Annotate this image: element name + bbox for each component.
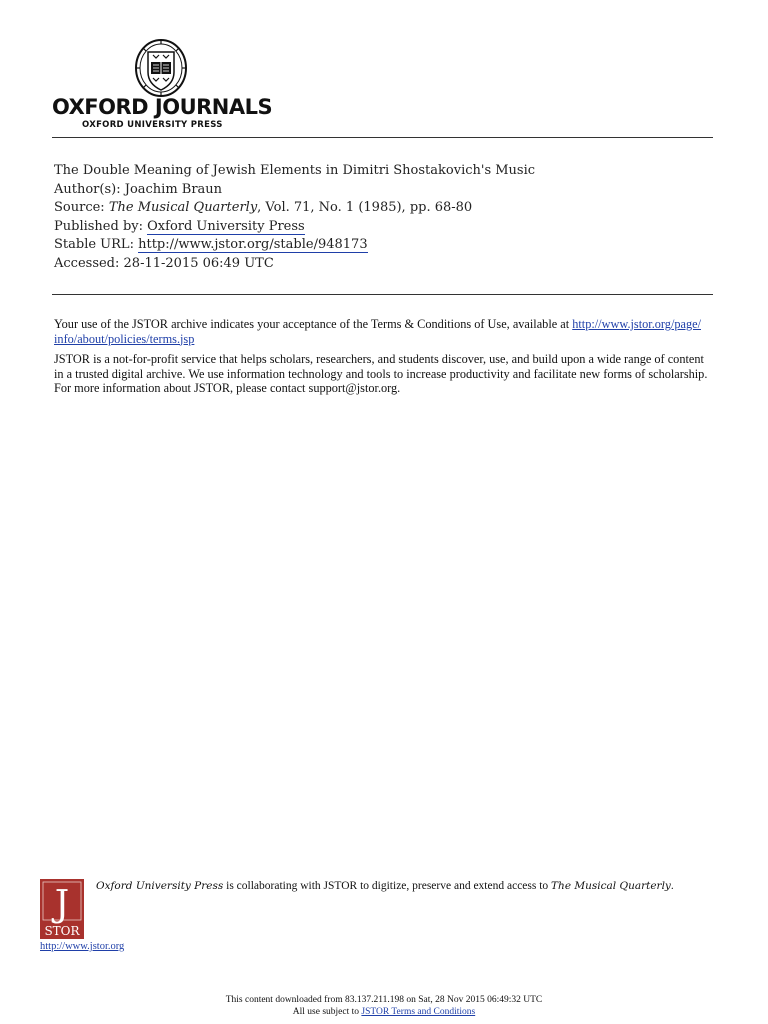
publisher-label: Published by: bbox=[54, 218, 143, 234]
jstor-url bbox=[40, 941, 124, 952]
accessed-value: 28-11-2015 06:49 UTC bbox=[123, 255, 274, 271]
collab-publisher: Oxford University Press bbox=[96, 880, 224, 892]
top-divider bbox=[52, 137, 713, 138]
terms-link[interactable]: http://www.jstor.org/page/ info/about/policies/terms.jsp bbox=[54, 317, 701, 346]
collab-end: . bbox=[670, 880, 674, 892]
source-details: , Vol. 71, No. 1 (1985), pp. 68-80 bbox=[257, 200, 473, 215]
terms-paragraph bbox=[54, 317, 714, 346]
article-title: The Double Meaning of Jewish Elements in Dimitri Shostakovich's Music bbox=[54, 163, 536, 178]
citation-block bbox=[54, 162, 535, 273]
authors-label: Author(s): bbox=[54, 181, 121, 197]
stable-url-line bbox=[54, 236, 535, 255]
source-journal: The Musical Quarterly bbox=[108, 200, 258, 215]
stable-url-link[interactable]: http://www.jstor.org/stable/948173 bbox=[138, 237, 368, 252]
oxford-university-press-label: OXFORD UNIVERSITY PRESS bbox=[82, 120, 223, 130]
terms-footer-prefix: All use subject to bbox=[292, 1007, 362, 1017]
download-info: This content downloaded from 83.137.211.198 on Sat, 28 Nov 2015 06:49:32 UTC bbox=[225, 995, 543, 1005]
collab-middle: is collaborating with JSTOR to digitize, preserve and extend access to bbox=[223, 880, 552, 892]
middle-divider bbox=[52, 294, 713, 295]
terms-footer-line bbox=[0, 1006, 768, 1018]
collab-journal: The Musical Quarterly bbox=[551, 880, 671, 892]
jstor-info-paragraph: JSTOR is a not-for-profit service that helps scholars, researchers, and students discover, use, and build upon a wide range of content in a trusted digital archive. We use information technology and tools to increase productivity and facilitate new forms of scholarship. For more information about JSTOR, please contact support@jstor.org. bbox=[54, 352, 708, 395]
oxford-crest-icon bbox=[133, 38, 189, 98]
publisher-link[interactable]: Oxford University Press bbox=[147, 218, 305, 234]
source-label: Source: bbox=[54, 200, 105, 215]
accessed-line bbox=[54, 255, 535, 274]
authors-value: Joachim Braun bbox=[124, 181, 223, 197]
jstor-url-link[interactable]: http://www.jstor.org bbox=[40, 941, 125, 952]
collaboration-note bbox=[96, 880, 674, 892]
oxford-journals-logo: OXFORD JOURNALS bbox=[52, 95, 273, 119]
download-footer bbox=[0, 994, 768, 1018]
authors-line bbox=[54, 181, 535, 200]
terms-text: Your use of the JSTOR archive indicates your acceptance of the Terms & Conditions of Use, available at bbox=[54, 317, 573, 331]
accessed-label: Accessed: bbox=[54, 255, 120, 271]
publisher-line bbox=[54, 218, 535, 237]
terms-block bbox=[54, 317, 714, 402]
source-line bbox=[54, 199, 535, 218]
terms-footer-link[interactable]: JSTOR Terms and Conditions bbox=[361, 1007, 476, 1017]
stable-url-label: Stable URL: bbox=[54, 237, 134, 252]
jstor-logo[interactable] bbox=[40, 879, 84, 939]
jstor-logo-letter: J bbox=[54, 884, 70, 925]
jstor-logo-text: STOR bbox=[44, 924, 80, 938]
